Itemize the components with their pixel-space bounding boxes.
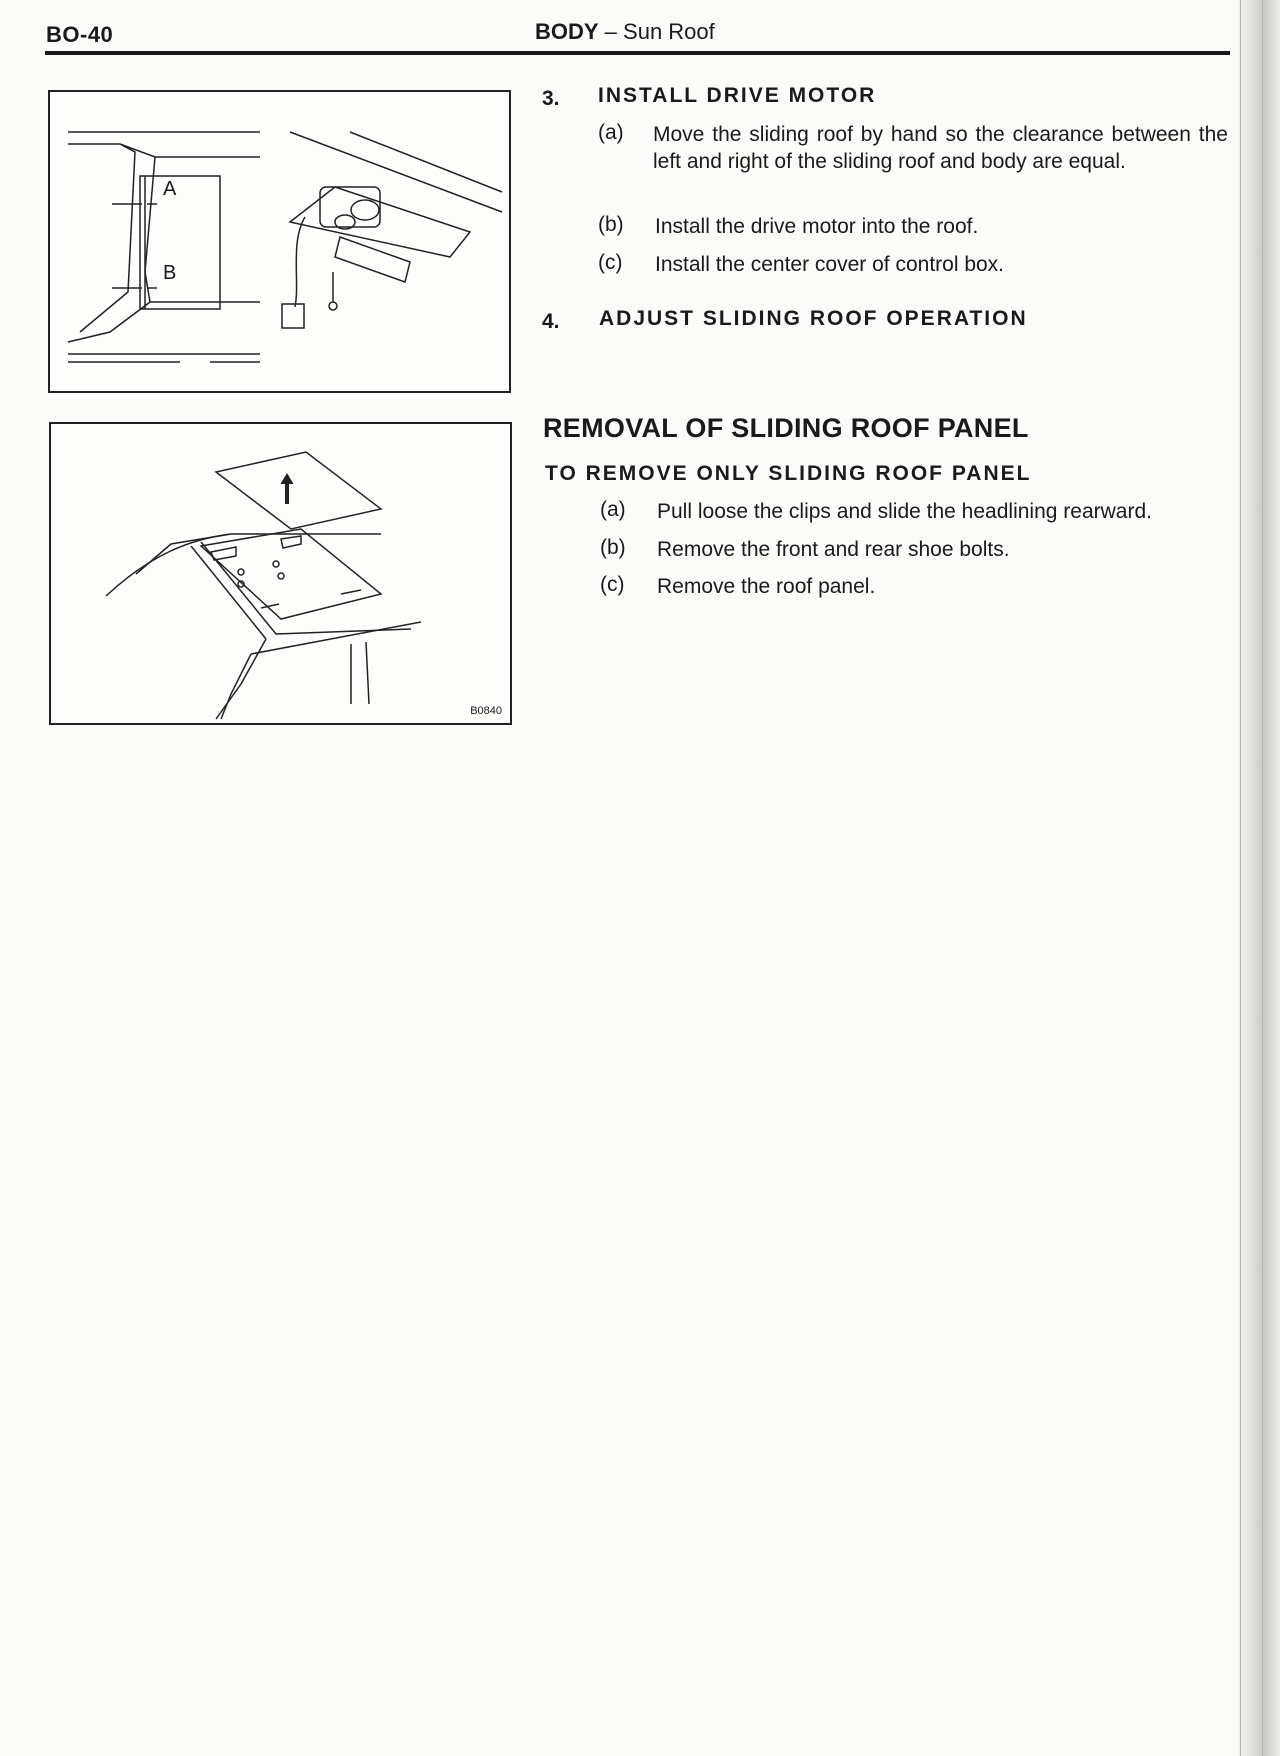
title-separator: – — [598, 19, 624, 44]
subsection-name: Sun Roof — [623, 19, 715, 44]
section-heading: REMOVAL OF SLIDING ROOF PANEL — [543, 413, 1029, 443]
substep-text: Remove the roof panel. — [657, 575, 876, 598]
roof-panel-illustration — [51, 424, 510, 723]
substep-label: (c) — [600, 573, 625, 596]
step-number: 3. — [542, 87, 560, 110]
page-edge-line — [1262, 0, 1263, 1756]
substep-label: (a) — [598, 121, 624, 144]
page-number: BO-40 — [46, 22, 114, 47]
label-a: A — [163, 178, 177, 200]
label-b: B — [163, 262, 177, 284]
figure-drive-motor — [48, 90, 511, 393]
substep-label: (b) — [598, 213, 624, 236]
page-edge-line — [1240, 0, 1241, 1756]
drive-motor-illustration — [50, 92, 509, 391]
header-rule — [45, 51, 1230, 55]
substep-text: Move the sliding roof by hand so the clearance between the left and right of the sliding roof and body are equal. — [653, 123, 1228, 173]
figure-roof-panel-removal — [49, 422, 512, 725]
step-title: ADJUST SLIDING ROOF OPERATION — [599, 307, 1028, 330]
page-title — [535, 19, 715, 45]
section-subheading: TO REMOVE ONLY SLIDING ROOF PANEL — [545, 462, 1032, 485]
substep-text: Install the drive motor into the roof. — [655, 215, 979, 238]
substep-label: (a) — [600, 498, 626, 521]
figure-code: B0840 — [470, 705, 502, 717]
substep-label: (b) — [600, 536, 626, 559]
substep-label: (c) — [598, 251, 623, 274]
step-number: 4. — [542, 310, 560, 333]
page-edge-shading — [1238, 0, 1280, 1756]
substep-text: Pull loose the clips and slide the headlining rearward. — [657, 500, 1152, 523]
substep-text: Install the center cover of control box. — [655, 253, 1005, 276]
substep-text: Remove the front and rear shoe bolts. — [657, 538, 1010, 561]
step-title: INSTALL DRIVE MOTOR — [598, 84, 877, 107]
section-name: BODY — [535, 19, 599, 44]
